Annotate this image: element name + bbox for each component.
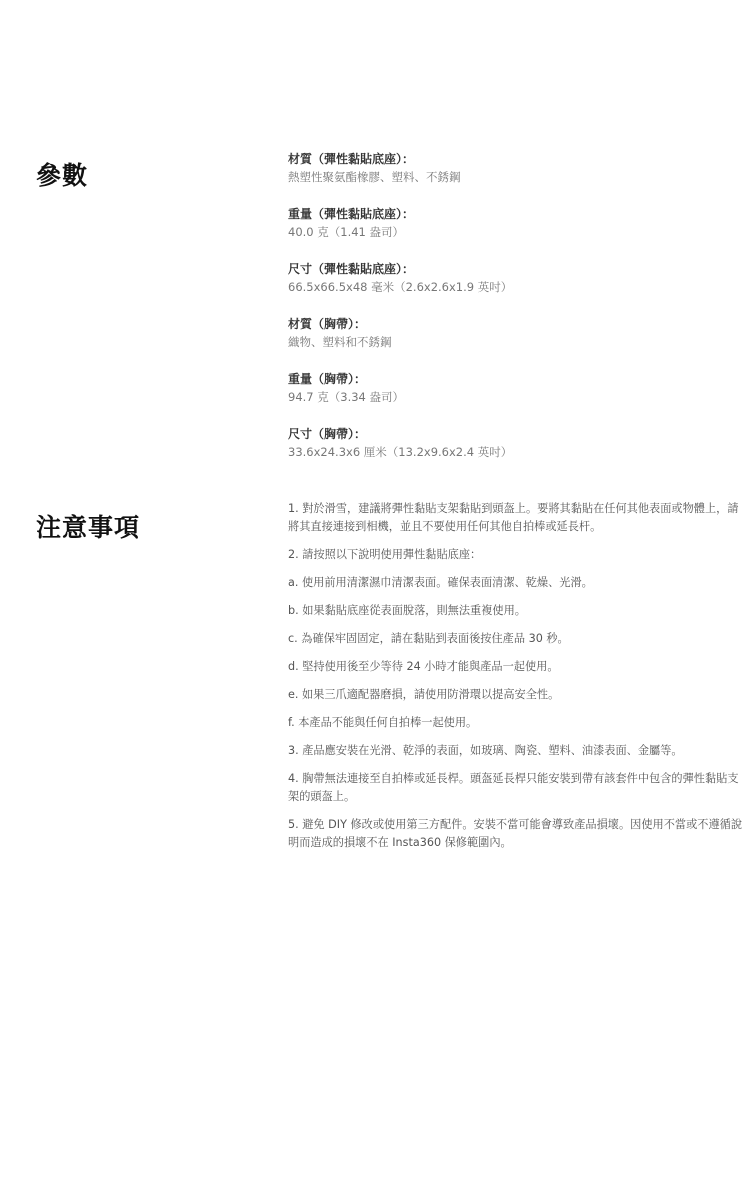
spec-label: 尺寸（彈性黏貼底座）： <box>288 262 415 276</box>
note-item: 4. 胸帶無法連接至自拍棒或延長桿。頭盔延長桿只能安裝到帶有該套件中包含的彈性黏貼支架的頭盔上。 <box>288 772 739 803</box>
note-item: a. 使用前用清潔濕巾清潔表面。確保表面清潔、乾燥、光滑。 <box>288 576 593 589</box>
spec-value: 織物、塑料和不銹鋼 <box>288 335 392 349</box>
note-item: d. 堅持使用後至少等待 24 小時才能與產品一起使用。 <box>288 660 559 673</box>
spec-label: 材質（彈性黏貼底座）： <box>288 152 415 166</box>
specs-list <box>288 150 746 480</box>
notes-title: 注意事項 <box>36 513 141 542</box>
spec-value: 94.7 克（3.34 盎司） <box>288 390 405 404</box>
spec-value: 33.6x24.3x6 厘米（13.2x9.6x2.4 英吋） <box>288 445 513 459</box>
spec-value: 熱塑性聚氨酯橡膠、塑料、不銹鋼 <box>288 170 461 184</box>
spec-item <box>288 315 746 351</box>
note-item: 3. 產品應安裝在光滑、乾淨的表面，如玻璃、陶瓷、塑料、油漆表面、金屬等。 <box>288 744 683 757</box>
spec-value: 40.0 克（1.41 盎司） <box>288 225 405 239</box>
spec-item <box>288 425 746 461</box>
note-item: b. 如果黏貼底座從表面脫落，則無法重複使用。 <box>288 604 526 617</box>
notes-list <box>288 500 746 862</box>
spec-label: 材質（胸帶）： <box>288 317 367 331</box>
note-item: 1. 對於滑雪，建議將彈性黏貼支架黏貼到頭盔上。要將其黏貼在任何其他表面或物體上，請將其直接連接到相機，並且不要使用任何其他自拍棒或延長杆。 <box>288 502 739 533</box>
spec-item <box>288 260 746 296</box>
spec-item <box>288 205 746 241</box>
spec-label: 尺寸（胸帶）： <box>288 427 367 441</box>
spec-item <box>288 150 746 186</box>
spec-value: 66.5x66.5x48 毫米（2.6x2.6x1.9 英吋） <box>288 280 513 294</box>
note-item: 5. 避免 DIY 修改或使用第三方配件。安裝不當可能會導致產品損壞。因使用不當或不遵循說明而造成的損壞不在 Insta360 保修範圍內。 <box>288 818 743 849</box>
note-item: e. 如果三爪適配器磨損，請使用防滑環以提高安全性。 <box>288 688 560 701</box>
note-item: f. 本產品不能與任何自拍棒一起使用。 <box>288 716 478 729</box>
specs-title: 參數 <box>36 161 89 190</box>
spec-item <box>288 370 746 406</box>
spec-label: 重量（彈性黏貼底座）： <box>288 207 415 221</box>
note-item: 2. 請按照以下說明使用彈性黏貼底座： <box>288 548 482 561</box>
spec-label: 重量（胸帶）： <box>288 372 367 386</box>
note-item: c. 為確保牢固固定，請在黏貼到表面後按住產品 30 秒。 <box>288 632 569 645</box>
